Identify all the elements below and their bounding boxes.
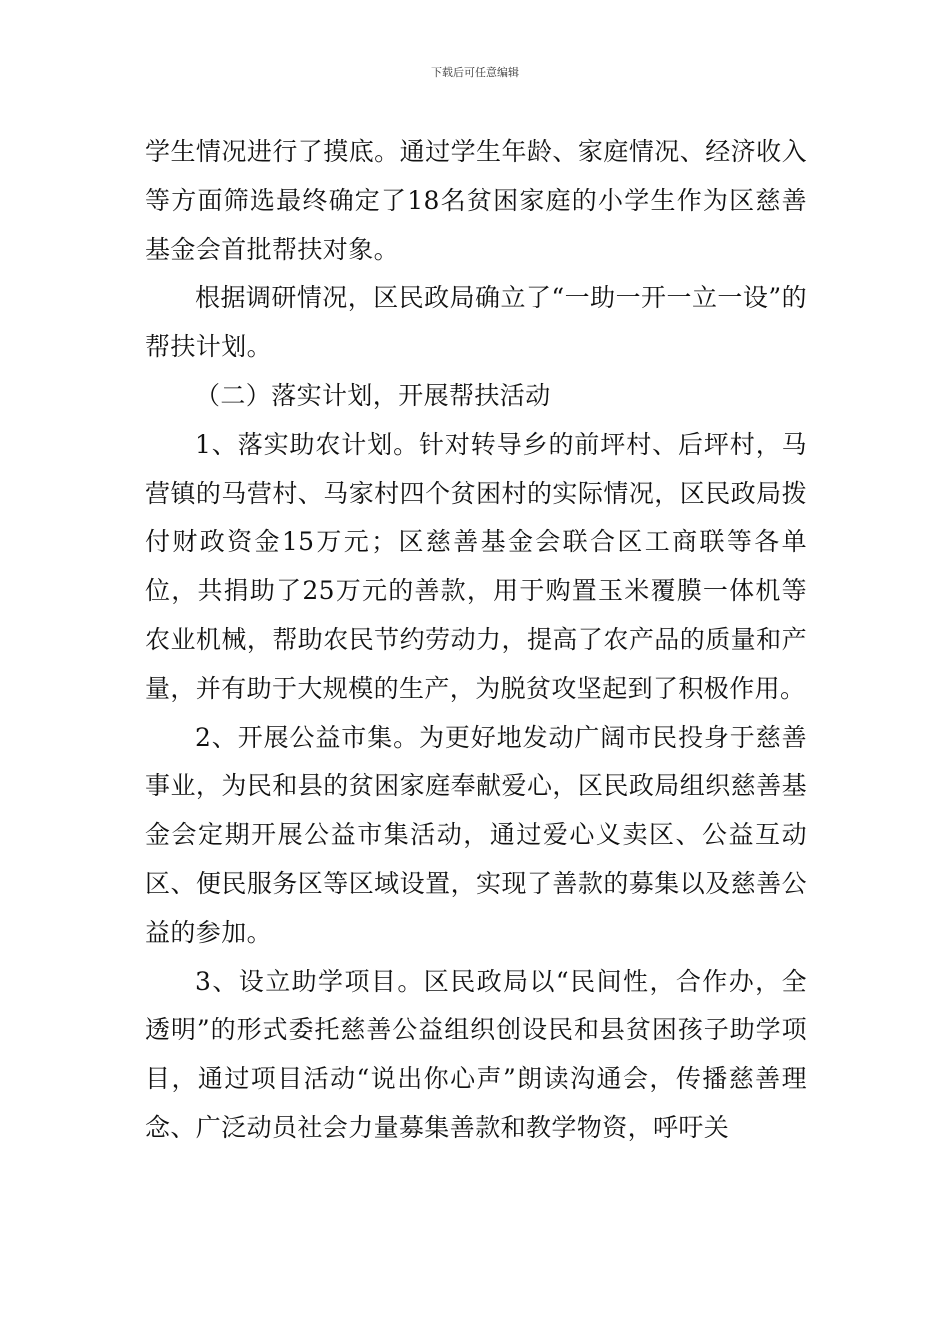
document-body [145,128,807,1153]
page-header: 下载后可任意编辑 [431,66,519,79]
section-heading: （二）落实计划，开展帮扶活动 [195,380,551,410]
paragraph-4: 2、开展公益市集。为更好地发动广阔市民投身于慈善事业，为民和县的贫困家庭奉献爱心，区民政局组织慈善基金会定期开展公益市集活动，通过爱心义卖区、公益互动区、便民服务区等区域设置，实现了善款的募集以及慈善公益的参加。 [145,722,807,947]
paragraph-2: 根据调研情况，区民政局确立了“一助一开一立一设”的帮扶计划。 [145,283,807,362]
paragraph-1: 学生情况进行了摸底。通过学生年龄、家庭情况、经济收入等方面筛选最终确定了18名贫困家庭的小学生作为区慈善基金会首批帮扶对象。 [145,137,807,264]
paragraph-3: 1、落实助农计划。针对转导乡的前坪村、后坪村，马营镇的马营村、马家村四个贫困村的实际情况，区民政局拨付财政资金15万元；区慈善基金会联合区工商联等各单位，共捐助了25万元的善款，用于购置玉米覆膜一体机等农业机械，帮助农民节约劳动力，提高了农产品的质量和产量，并有助于大规模的生产，为脱贫攻坚起到了积极作用。 [145,429,807,703]
paragraph-5: 3、设立助学项目。区民政局以“民间性，合作办，全透明”的形式委托慈善公益组织创设民和县贫困孩子助学项目，通过项目活动“说出你心声”朗读沟通会，传播慈善理念、广泛动员社会力量募集善款和教学物资，呼吁关 [145,966,807,1142]
